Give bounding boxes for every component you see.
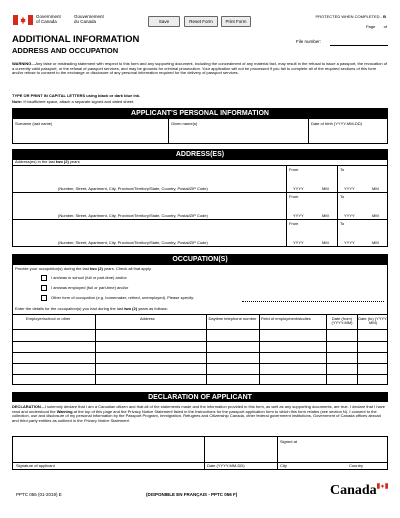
note-lead: Note:: [12, 99, 23, 104]
address-1-from-yyyy[interactable]: YYYY: [293, 186, 304, 191]
address-3-caption: (Number, Street, Apartment, City, Province/Territory/State, Country, Postal/ZIP Code): [58, 240, 208, 245]
country-label: Country: [349, 463, 364, 468]
address-3-from-mm[interactable]: MM: [322, 240, 329, 245]
col-telephone: Daytime telephone number: [208, 316, 257, 321]
address-2-from-yyyy[interactable]: YYYY: [293, 213, 304, 218]
warning-paragraph: [12, 62, 388, 76]
page-word: Page: [366, 24, 376, 29]
protected-label: [316, 15, 386, 20]
signature-date-field[interactable]: [205, 437, 276, 461]
print-form-button[interactable]: Print Form: [221, 16, 251, 27]
signed-at-field[interactable]: [278, 447, 387, 461]
page-title: ADDITIONAL INFORMATION: [12, 34, 140, 45]
address-to-divider: [337, 165, 338, 247]
occupation-row-2[interactable]: [13, 342, 387, 352]
canada-flag-icon: [13, 15, 33, 25]
type-or-print-instruction: TYPE OR PRINT IN CAPITAL LETTERS using black or dark blue ink.: [12, 93, 141, 98]
addresses-intro-bold: two (2): [55, 159, 69, 164]
col-address: Address: [140, 316, 155, 321]
warning-lead: WARNING: [12, 61, 32, 66]
given-names-field[interactable]: [169, 129, 307, 143]
signed-at-label: Signed at: [280, 439, 297, 444]
col-field: Field of employment/studies: [261, 316, 311, 321]
personal-info-heading: APPLICANT'S PERSONAL INFORMATION: [12, 108, 388, 118]
warning-text: —Any false or misleading statement with respect to this form and any supporting document, including the concealment of any material fact, may result in the refusal to issue a passport, the revocation of a currently valid passport, or the refusal of passport services, and may be grounds for criminal prosecution. Your application will not be processed if you fail to complete all of the required sections of this form and/or refuse to consent to the exchange or disclosure of any personal information required for the delivery of passport services.: [12, 61, 388, 76]
dob-field[interactable]: [309, 129, 387, 143]
city-label: City: [280, 463, 287, 468]
form-number: PPTC 056 (01-2019) E: [16, 492, 62, 497]
declaration-text-2: at the top of this page and the Privacy Notice Statement listed in the Instructions for the passport application form to which this form relates (see section N). I consent to the collection, use and disclosure of my personal information by the Passport Program, Immigration, Refugees and Citizenship Canada, other federal government institutions, Government of Canada offices abroad and third party entities as outlined in the: [12, 408, 381, 423]
address-2-to-label: To: [340, 194, 345, 199]
employed-option-label: I am/was employed (full or part-time) and/or: [51, 285, 129, 290]
french-availability: (DISPONIBLE EN FRANÇAIS - PPTC 056 F): [146, 492, 238, 497]
occupations-heading: OCCUPATION(S): [12, 254, 388, 264]
address-3-to-mm[interactable]: MM: [372, 240, 379, 245]
occupation-row-3[interactable]: [13, 353, 387, 363]
occupations-intro-pre: Provide your occupation(s) during the last: [15, 266, 90, 271]
address-2-from-mm[interactable]: MM: [322, 213, 329, 218]
declaration-paragraph: [12, 405, 388, 423]
gov-fr-line2: du Canada: [74, 19, 97, 25]
occupation-row-1[interactable]: [13, 330, 387, 340]
details-intro-bold: two (2): [124, 306, 138, 311]
surname-label: Surname (last name): [15, 121, 53, 126]
signature-caption-divider: [12, 462, 388, 463]
details-intro-post: years as follows:: [137, 306, 168, 311]
protected-level: B: [383, 14, 386, 19]
surname-field[interactable]: [13, 129, 167, 143]
declaration-text-1: —I solemnly declare that I am a Canadian citizen and that all of the statements made and the information provided in this form, as well as any supporting documents, are true. I declare that I have read and understood the: [12, 404, 385, 414]
address-1-to-label: To: [340, 167, 345, 172]
school-option-label: I am/was in school (full or part-time) and/or: [51, 275, 127, 280]
page-label: [366, 25, 387, 30]
declaration-period: .: [128, 417, 130, 423]
canada-wordmark: Canada: [330, 483, 377, 498]
signature-field[interactable]: [13, 437, 203, 461]
wordmark-flag-icon: [377, 483, 388, 489]
details-intro-pre: Enter the details for the occupation(s) you had during the last: [15, 306, 125, 311]
address-1-to-mm[interactable]: MM: [372, 186, 379, 191]
note-text: If insufficient space, attach a separate signed and dated sheet.: [22, 99, 135, 104]
address-3-from-yyyy[interactable]: YYYY: [293, 240, 304, 245]
declaration-warning-word: Warning: [56, 408, 73, 414]
col-date-from: Date (from) (YYYY-MM): [331, 316, 353, 326]
col-date-to: Date (to) (YYYY-MM): [358, 316, 388, 326]
declaration-privacy-link[interactable]: Privacy Notice Statement: [83, 417, 129, 423]
address-from-divider: [286, 165, 287, 247]
occupations-intro: [15, 267, 152, 271]
school-checkbox[interactable]: [41, 275, 47, 281]
address-2-from-label: From: [289, 194, 299, 199]
save-button[interactable]: Save: [148, 16, 180, 27]
address-2-caption: (Number, Street, Apartment, City, Province/Territory/State, Country, Postal/ZIP Code): [58, 213, 208, 218]
file-number-field[interactable]: [330, 45, 388, 46]
address-1-from-label: From: [289, 167, 299, 172]
page-subtitle: ADDRESS AND OCCUPATION: [12, 46, 119, 55]
col-employer: Employer/school or other: [26, 316, 71, 321]
gov-en-line2: of Canada: [36, 19, 57, 25]
protected-text: PROTECTED WHEN COMPLETED -: [315, 14, 384, 19]
file-number-label: File number:: [296, 39, 322, 44]
occupation-row-4[interactable]: [13, 364, 387, 374]
other-option-label: Other form of occupation (e.g. homemaker, retired, unemployed). Please specify:: [51, 295, 195, 300]
addresses-intro: [15, 160, 80, 164]
address-1-from-mm[interactable]: MM: [322, 186, 329, 191]
gov-en-line1: Government: [36, 14, 61, 19]
address-3-from-label: From: [289, 221, 299, 226]
date-label: Date (YYYY-MM-DD): [207, 463, 245, 468]
reset-form-button[interactable]: Reset Form: [184, 16, 218, 27]
note-instruction: [12, 100, 134, 105]
dob-label: Date of birth (YYYY-MM-DD): [311, 121, 362, 126]
addresses-intro-pre: Address(es) in the last: [15, 159, 56, 164]
occupations-details-intro: [15, 307, 168, 311]
addresses-intro-post: years: [68, 159, 80, 164]
other-occupation-checkbox[interactable]: [41, 295, 47, 301]
address-2-to-mm[interactable]: MM: [372, 213, 379, 218]
gov-fr-line1: Gouvernement: [74, 14, 104, 19]
occupations-intro-bold: two (2): [89, 266, 103, 271]
addresses-heading: ADDRESS(ES): [12, 149, 388, 159]
address-3-to-label: To: [340, 221, 345, 226]
address-3-to-yyyy[interactable]: YYYY: [344, 240, 355, 245]
other-specify-field[interactable]: [242, 301, 384, 302]
address-1-caption: (Number, Street, Apartment, City, Province/Territory/State, Country, Postal/ZIP Code): [58, 186, 208, 191]
declaration-lead: DECLARATION: [12, 404, 41, 409]
employed-checkbox[interactable]: [41, 285, 47, 291]
declaration-heading: DECLARATION OF APPLICANT: [12, 392, 388, 402]
occupations-intro-post: years. Check all that apply.: [102, 266, 152, 271]
address-2-to-yyyy[interactable]: YYYY: [344, 213, 355, 218]
page-of-word: of: [383, 24, 387, 29]
signature-label: Signature of applicant: [16, 463, 55, 468]
given-names-label: Given name(s): [171, 121, 198, 126]
occupation-row-5[interactable]: [13, 375, 387, 384]
address-1-to-yyyy[interactable]: YYYY: [344, 186, 355, 191]
